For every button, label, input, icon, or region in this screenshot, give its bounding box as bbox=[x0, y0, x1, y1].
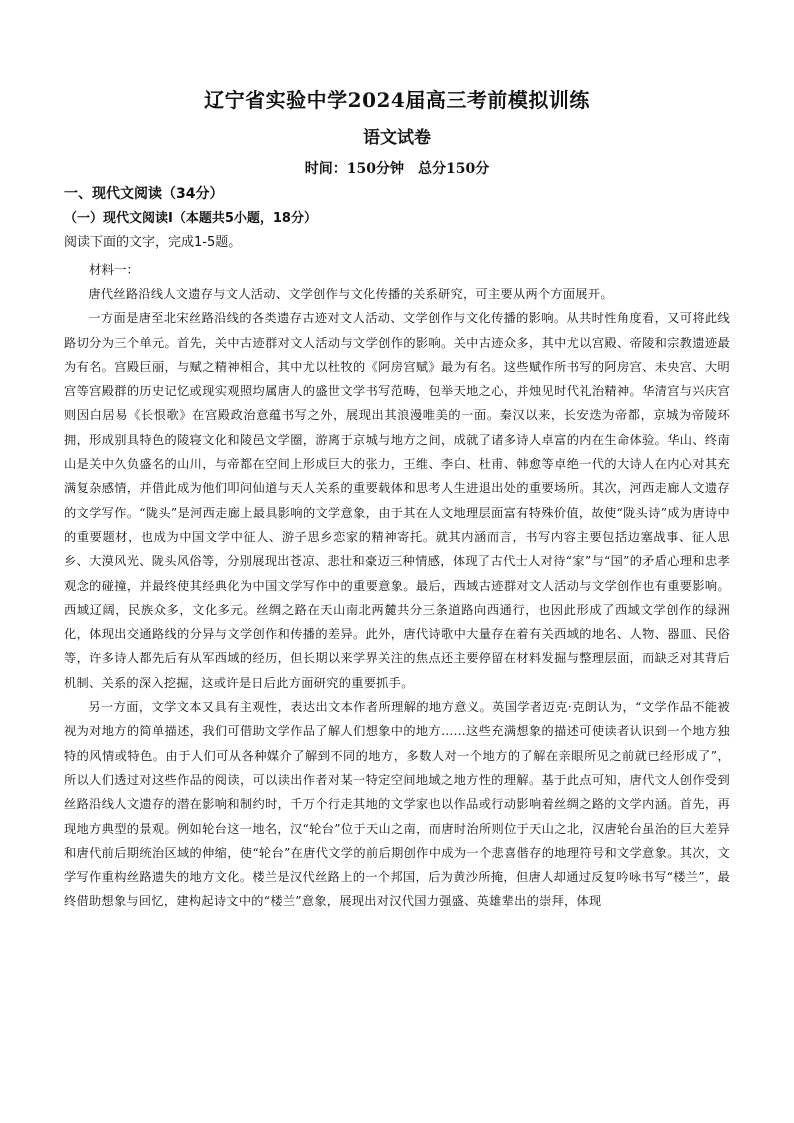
section-heading-modern-reading: 一、现代文阅读（34分） bbox=[64, 186, 224, 202]
material-paragraph: 一方面是唐至北宋丝路沿线的各类遗存古迹对文人活动、文学创作与文化传播的影响。从共时性角度看，又可将此线路切分为三个单元。首先，关中古迹群对文人活动与文学创作的影响。关中古迹众多，其中尤以宫殿、帝陵和宗教遗迹最为有名。宫殿巨丽，与赋之精神相合，其中尤以杜牧的《阿房宫赋》最为有名。这些赋作所书写的阿房宫、未央宫、大明宫等宫殿群的历史记忆或现实观照均属唐人的盛世文学书写范畴，包举天地之心，并烛见时代礼治精神。华清宫与兴庆宫则因白居易《长恨歌》在宫殿政治意蕴书写之外，展现出其浪漫唯美的一面。秦汉以来，长安迭为帝都，京城为帝陵环拥，形成别具特色的陵寝文化和陵邑文学圈，游离于京城与地方之间，成就了诸多诗人卓富的内在生命体验。华山、终南山是关中久负盛名的山川，与帝都在空间上形成巨大的张力，王维、李白、杜甫、韩愈等卓绝一代的大诗人在内心对其充满复杂感情，并借此成为他们叩问仙道与天人关系的重要载体和思考人生进退出处的重要场所。其次，河西走廊人文遗存的文学写作。“陇头”是河西走廊上最具影响的文学意象，由于其在人文地理层面富有特殊价值，故使“陇头诗”成为唐诗中的重要题材，也成为中国文学中征人、游子思乡恋家的精神寄托。就其内涵而言，书写内容主要包括边塞战事、征人思乡、大漠风光、陇头风俗等，分别展现出苍凉、悲壮和豪迈三种情感，体现了古代士人对待“家”与“国”的矛盾心理和忠孝观念的碰撞，并最终使其经典化为中国文学写作中的重要意象。最后，西域古迹群对文人活动与文学创作也有重要影响。西域辽阔，民族众多，文化多元。丝绸之路在天山南北两麓共分三条道路向西通行，也因此形成了西域文学创作的绿洲化，体现出交通路线的分异与文学创作和传播的差异。此外，唐代诗歌中大量存在着有关西域的地名、人物、器皿、民俗等，许多诗人都先后有从军西域的经历，但长期以来学界关注的焦点还主要停留在材料发掘与整理层面，而缺乏对其背后机制、关系的深入挖掘，这或许是日后此方面研究的重要抓手。 bbox=[64, 311, 730, 690]
material-paragraph: 另一方面，文学文本又具有主观性，表达出文本作者所理解的地方意义。英国学者迈克·克朗认为，“文学作品不能被视为对地方的简单描述，我们可借助文学作品了解人们想象中的地方……这些充满想象的描述可使读者认识到一个地方独特的风情或特色。由于人们可从各种媒介了解到不同的地方，多数人对一个地方的了解在亲眼所见之前就已经形成了”，所以人们透过对这些作品的阅读，可以读出作者对某一特定空间地域之地方性的理解。基于此点可知，唐代文人创作受到丝路沿线人文遗存的潜在影响和制约时，千万个行走其地的文学家也以作品或行动影响着丝绸之路的文学内涵。首先，再现地方典型的景观。例如轮台这一地名，汉“轮台”位于天山之南，而唐时治所则位于天山之北，汉唐轮台虽治的巨大差异和唐代前后期统治区域的伸缩，使“轮台”在唐代文学的前后期创作中成为一个悲喜偕存的地理符号和文学意象。其次，文学写作重构丝路遗失的地方文化。楼兰是汉代丝路上的一个邦国，后为黄沙所掩，但唐人却通过反复吟咏书写“楼兰”，最终借助想象与回忆，建构起诗文中的“楼兰”意象，展现出对汉代国力强盛、英雄辈出的崇拜，体现 bbox=[64, 700, 730, 909]
subsection-heading-reading-1: （一）现代文阅读Ⅰ（本题共5小题，18分） bbox=[64, 211, 317, 226]
exam-time-score: 时间：150分钟 总分150分 bbox=[304, 161, 490, 177]
material-paragraph: 唐代丝路沿线人文遗存与文人活动、文学创作与文化传播的关系研究，可主要从两个方面展开。 bbox=[88, 287, 613, 301]
exam-title: 辽宁省实验中学2024届高三考前模拟训练 bbox=[204, 88, 590, 112]
exam-subtitle: 语文试卷 bbox=[363, 128, 431, 148]
material-label: 材料一： bbox=[89, 262, 140, 277]
reading-instruction: 阅读下面的文字，完成1-5题。 bbox=[64, 235, 242, 250]
